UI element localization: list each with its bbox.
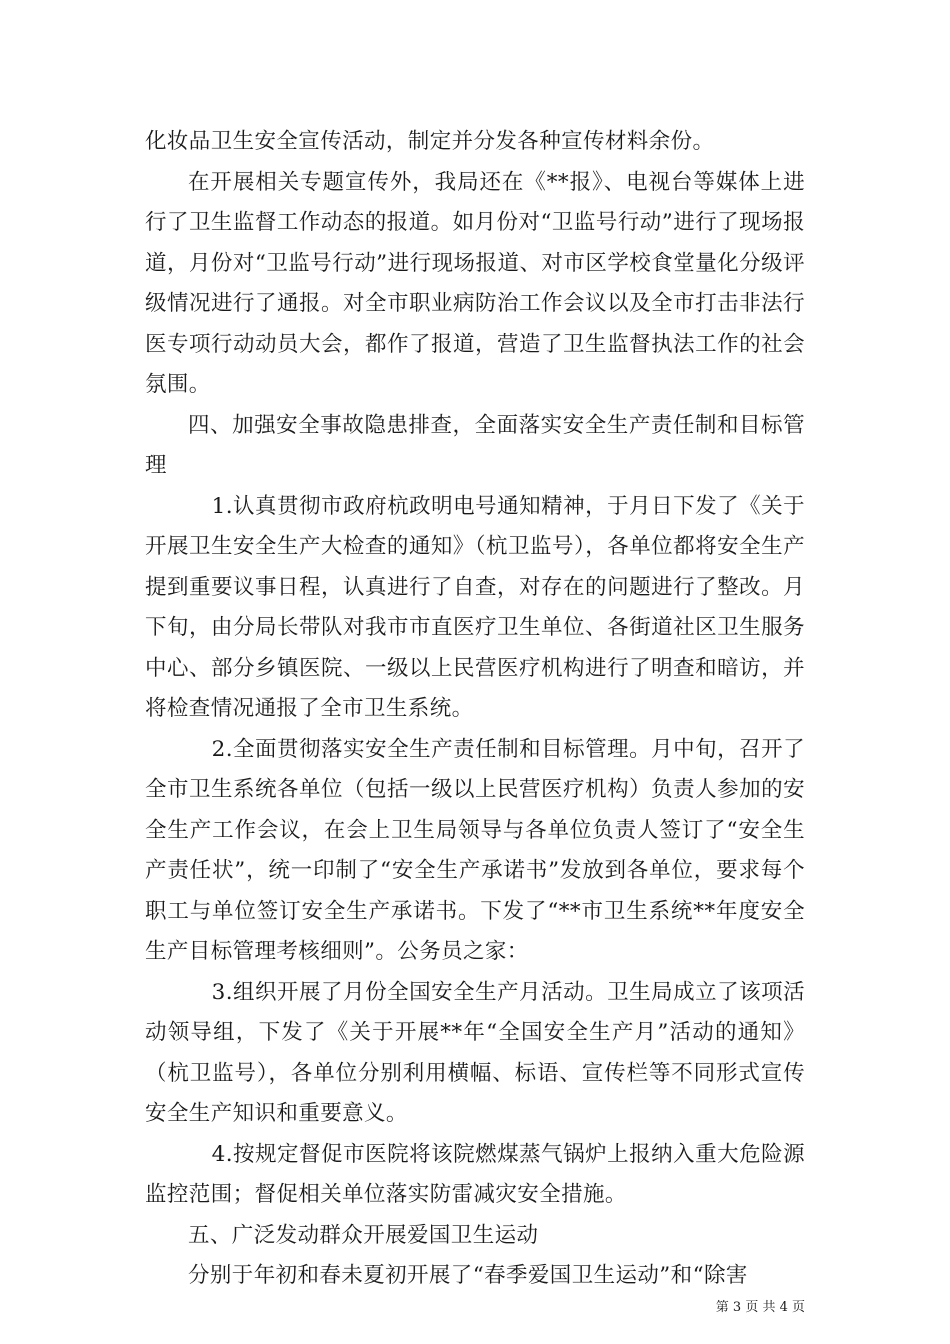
paragraph-item-1: 1.认真贯彻市政府杭政明电号通知精神，于月日下发了《关于开展卫生安全生产大检查的通知》（杭卫监号），各单位都将安全生产提到重要议事日程，认真进行了自查，对存在的问题进行了整改。月下旬，由分局长带队对我市市直医疗卫生单位、各街道社区卫生服务中心、部分乡镇医院、一级以上民营医疗机构进行了明查和暗访，并将检查情况通报了全市卫生系统。 (145, 493, 805, 721)
paragraph-item-4: 4.按规定督促市医院将该院燃煤蒸气锅炉上报纳入重大危险源监控范围；督促相关单位落实防雷减灾安全措施。 (145, 1141, 805, 1207)
document-body (145, 122, 805, 1297)
paragraph-1: 化妆品卫生安全宣传活动，制定并分发各种宣传材料余份。 (145, 129, 715, 154)
paragraph-last: 分别于年初和春未夏初开展了“春季爱国卫生运动”和“除害 (188, 1263, 748, 1288)
paragraph-item-2: 2.全面贯彻落实安全生产责任制和目标管理。月中旬，召开了全市卫生系统各单位（包括一级以上民营医疗机构）负责人参加的安全生产工作会议，在会上卫生局领导与各单位负责人签订了“安全生产责任状”，统一印制了“安全生产承诺书”发放到各单位，要求每个职工与单位签订安全生产承诺书。下发了“**市卫生系统**年度安全生产目标管理考核细则”。公务员之家： (145, 736, 805, 964)
page-number: 第 3 页 共 4 页 (715, 1300, 805, 1315)
section-heading-4: 四、加强安全事故隐患排查，全面落实安全生产责任制和目标管理 (145, 412, 805, 478)
section-heading-5: 五、广泛发动群众开展爱国卫生运动 (188, 1222, 539, 1248)
paragraph-item-3: 3.组织开展了月份全国安全生产月活动。卫生局成立了该项活动领导组，下发了《关于开展**年“全国安全生产月”活动的通知》（杭卫监号），各单位分别利用横幅、标语、宣传栏等不同形式宣传安全生产知识和重要意义。 (145, 979, 805, 1126)
paragraph-2: 在开展相关专题宣传外，我局还在《**报》、电视台等媒体上进行了卫生监督工作动态的报道。如月份对“卫监号行动”进行了现场报道，月份对“卫监号行动”进行现场报道、对市区学校食堂量化分级评级情况进行了通报。对全市职业病防治工作会议以及全市打击非法行医专项行动动员大会，都作了报道，营造了卫生监督执法工作的社会氛围。 (145, 169, 805, 397)
